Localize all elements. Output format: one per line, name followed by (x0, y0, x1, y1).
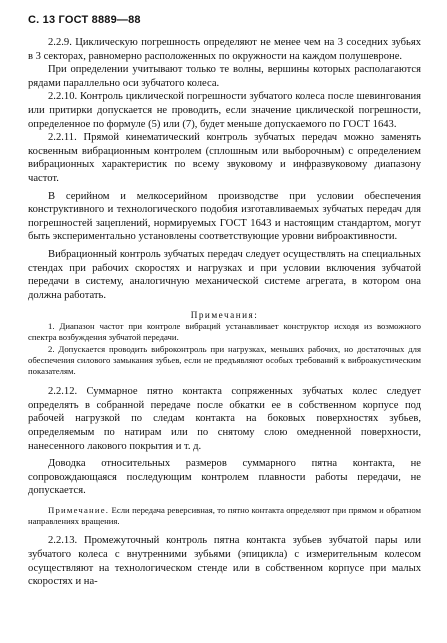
note-2-label: Примечание. (48, 505, 110, 516)
note-2-text: Если передача реверсивная, то пятно контакта определяют при прямом и обратном направлениях вращения. (28, 505, 421, 527)
paragraph-waves: При определении учитывают только те волны, вершины которых располагаются рядами параллельно оси зубчатого колеса. (28, 64, 421, 89)
note-2 (28, 505, 421, 527)
paragraph-contact-patch: Доводка относительных размеров суммарного пятна контакта, не сопровождающаяся последующим контролем плавности работы передачи, не допускается. (28, 458, 421, 497)
paragraph-serial-production: В серийном и мелкосерийном производстве при условии обеспечения конструктивного и технологического подобия изготавливаемых зубчатых передач для погрешностей зацеплений, нормируемых ГОСТ 1643 и настоящим стандартом, могут быть экспериментально установлены соответствующие уровни виброактивности. (28, 190, 421, 243)
note-item-1: 1. Диапазон частот при контроле вибраций устанавливает конструктор исходя из возможного спектра возбуждения зубчатой передачи. (28, 321, 421, 343)
paragraph-2-2-13: 2.2.13. Промежуточный контроль пятна контакта зубьев зубчатой пары или зубчатого колеса с внутренними зубьями (эпицикла) с измерительным колесом осуществляют на технологическом стенде или в собственном корпусе при малых скоростях и на- (28, 535, 421, 588)
page-header: С. 13 ГОСТ 8889—88 (28, 14, 141, 26)
paragraph-2-2-10: 2.2.10. Контроль циклической погрешности зубчатого колеса после шевингования или притирки допускается не проводить, если значение циклической погрешности, определенное по формуле (5) или (7), будет меньше допускаемого по ГОСТ 1643. (28, 91, 421, 130)
paragraph-2-2-12: 2.2.12. Суммарное пятно контакта сопряженных зубчатых колес следует определять в собранной передаче после обкатки ее в собственном корпусе под рабочей нагрузкой по следам контакта на боковых поверхностях зубьев, определяемым по натирам или по снятому слою омедненной поверхности, нанесенного лакового покрытия и т. д. (28, 386, 421, 452)
note-item-2: 2. Допускается проводить виброконтроль при нагрузках, меньших рабочих, но достаточных для обеспечения силового замыкания зубьев, если не предъявляют особых требований к виброакустическим показателям. (28, 343, 421, 377)
notes-title: Примечания: (190, 310, 259, 321)
paragraph-2-2-11: 2.2.11. Прямой кинематический контроль зубчатых передач можно заменять косвенным вибрационным контролем (сплошным или выборочным) с определением вибрационных характеристик по всему звуковому и инфразвуковому диапазону частот. (28, 132, 421, 184)
paragraph-vibration-control: Вибрационный контроль зубчатых передач следует осуществлять на специальных стендах при рабочих скоростях и нагрузках и при условии включения зубчатой передачи в систему, аналогичную механической системе агрегата, в котором она должна работать. (28, 248, 421, 301)
paragraph-2-2-9: 2.2.9. Циклическую погрешность определяют не менее чем на 3 соседних зубьях в 3 секторах, равномерно расположенных по окружности на каждом полушевроне. (28, 37, 421, 62)
